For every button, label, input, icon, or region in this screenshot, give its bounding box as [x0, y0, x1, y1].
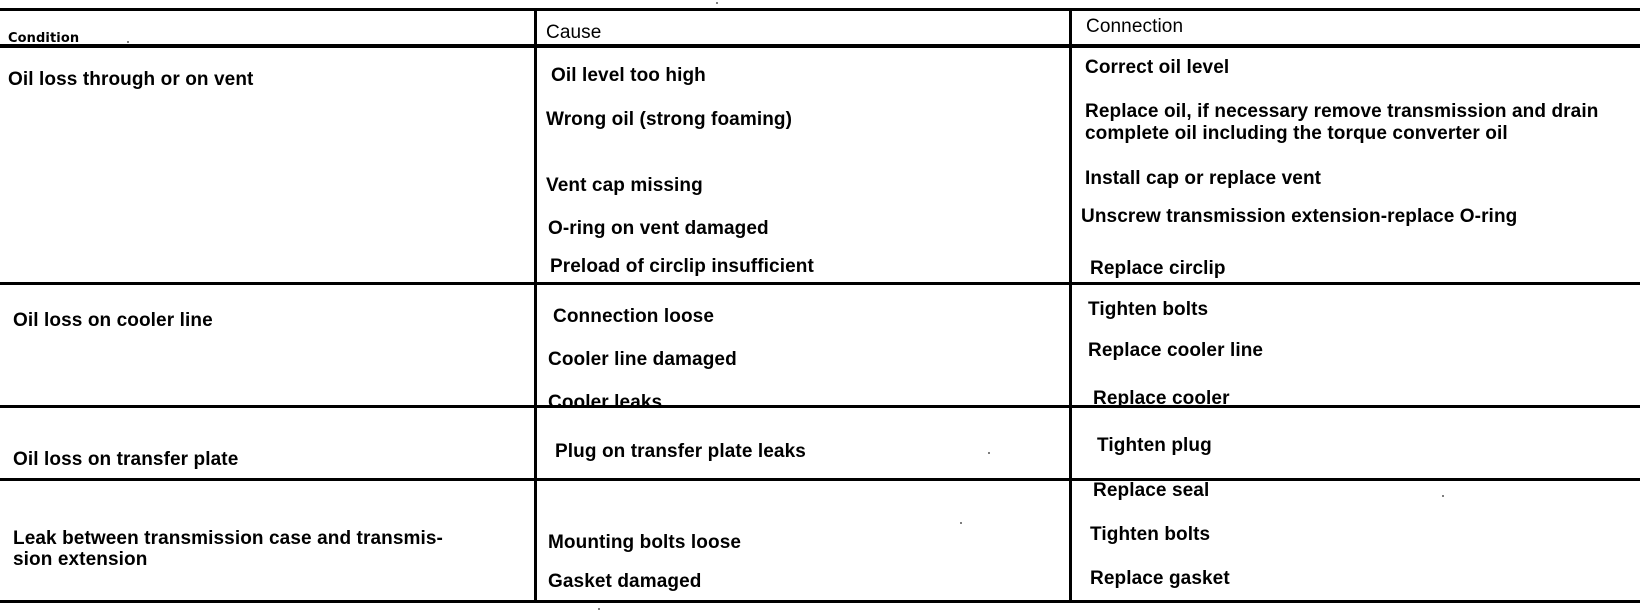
connection-cell: Replace cooler line [1088, 340, 1264, 361]
column-divider [534, 8, 537, 603]
condition-cell: Oil loss on cooler line [13, 310, 213, 331]
header-cause: Cause [546, 22, 602, 43]
connection-cell: Tighten plug [1097, 435, 1212, 456]
cause-cell: Preload of circlip insufficient [550, 256, 814, 277]
row-divider [0, 478, 1640, 481]
row-divider [0, 282, 1640, 285]
connection-cell: Tighten bolts [1088, 299, 1209, 320]
connection-cell: Replace seal [1093, 480, 1210, 501]
table-bottom-rule [0, 600, 1640, 603]
scan-speck [716, 2, 718, 4]
scan-speck [960, 522, 962, 524]
header-rule [0, 44, 1640, 48]
cause-cell: O-ring on vent damaged [548, 218, 769, 239]
connection-cell: Replace gasket [1090, 568, 1230, 589]
condition-cell: Leak between transmission case and transmis- [13, 528, 443, 549]
cause-cell: Vent cap missing [546, 175, 703, 196]
cause-cell: Plug on transfer plate leaks [555, 441, 806, 462]
cause-cell: Gasket damaged [548, 571, 702, 592]
connection-cell: Replace cooler [1093, 388, 1230, 409]
cause-cell: Cooler leaks [548, 392, 663, 413]
cause-cell: Mounting bolts loose [548, 532, 742, 553]
cause-cell: Cooler line damaged [548, 349, 737, 370]
header-condition: Condition [8, 31, 80, 46]
row-divider [0, 405, 1640, 408]
table-top-rule [0, 8, 1640, 11]
condition-cell: Oil loss on transfer plate [13, 449, 239, 470]
connection-cell: Tighten bolts [1090, 524, 1211, 545]
cause-cell: Connection loose [553, 306, 714, 327]
cause-cell: Oil level too high [551, 65, 706, 86]
column-divider [1069, 8, 1072, 603]
scan-speck [1442, 495, 1444, 497]
scan-speck [127, 41, 129, 43]
connection-cell: Replace oil, if necessary remove transmission and drain [1085, 101, 1599, 122]
cause-cell: Wrong oil (strong foaming) [546, 109, 793, 130]
condition-cell: sion extension [13, 549, 148, 570]
condition-cell: Oil loss through or on vent [8, 69, 254, 90]
scan-speck [988, 452, 990, 454]
header-connection: Connection [1086, 16, 1184, 37]
connection-cell: Install cap or replace vent [1085, 168, 1322, 189]
connection-cell: Correct oil level [1085, 57, 1230, 78]
connection-cell: Replace circlip [1090, 258, 1226, 279]
connection-cell: complete oil including the torque converter oil [1085, 123, 1508, 144]
connection-cell: Unscrew transmission extension-replace O-ring [1081, 206, 1518, 227]
